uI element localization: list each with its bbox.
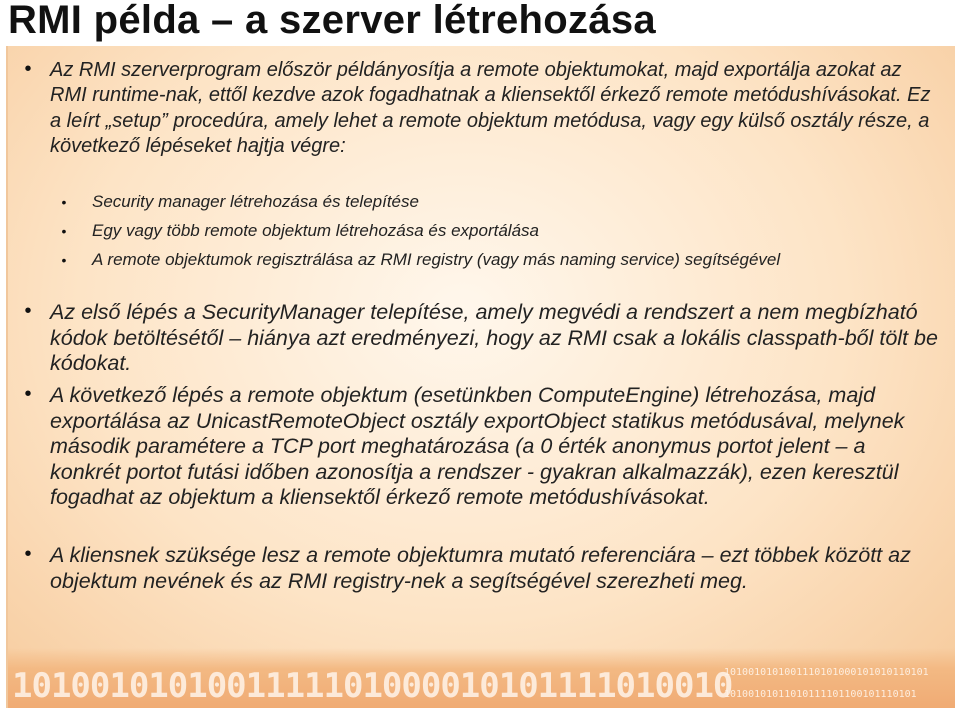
bullet-text-2: Az első lépés a SecurityManager telepítése, amely megvédi a rendszert a nem megbízható kódok betöltésétől – hiánya azt eredményezi, hogy az RMI csak a lokális classpath-ből tölt be kódokat.	[50, 300, 938, 375]
slide-title: RMI példa – a szerver létrehozása	[8, 0, 656, 42]
sub-bullet-marker: •	[61, 223, 67, 239]
bullet-marker: •	[24, 383, 32, 405]
binary-decoration-small-1: 1010010101001110101000101010110101	[724, 667, 929, 678]
binary-decoration-band	[8, 648, 955, 708]
sub-bullet-text-1: Security manager létrehozása és telepítése	[92, 192, 419, 211]
sub-bullet-marker: •	[61, 252, 67, 268]
bullet-text-3: A következő lépés a remote objektum (esetünkben ComputeEngine) létrehozása, majd exportálása az UnicastRemoteObject osztály exportObject statikus metódusával, melynek második paramétere a TCP port meghatározása (a 0 érték anonymus portot jelent – a konkrét portot futási időben azonosítja a rendszer - gyakran alkalmazzák), ezen keresztül fogadhat az objektum a kliensektől érkező remote metódushívásokat.	[50, 383, 905, 509]
sub-bullet-text-2: Egy vagy több remote objektum létrehozása és exportálása	[92, 221, 539, 240]
bullet-text-1: Az RMI szerverprogram először példányosítja a remote objektumokat, majd exportálja azokat az RMI runtime-nak, ettől kezdve azok fogadhatnak a kliensektől érkező remote metódushívásokat. Ez a leírt „setup” procedúra, amely lehet a remote objektum metódusa, vagy egy külső osztály része, a következő lépéseket hajtja végre:	[50, 59, 931, 157]
bullet-marker: •	[24, 300, 32, 322]
sub-bullet-marker: •	[61, 194, 67, 210]
binary-decoration-large: 1010010101001111101000010101111010010	[12, 666, 733, 706]
bullet-marker: •	[24, 58, 32, 80]
binary-decoration-small-2: 10100101011010111101100101110101	[724, 689, 917, 700]
bullet-marker: •	[24, 543, 32, 565]
sub-bullet-text-3: A remote objektumok regisztrálása az RMI registry (vagy más naming service) segítségével	[92, 250, 781, 269]
bullet-text-4: A kliensnek szüksége lesz a remote objektumra mutató referenciára – ezt többek között az objektum nevének és az RMI registry-nek a segítségével szerezheti meg.	[50, 543, 911, 593]
